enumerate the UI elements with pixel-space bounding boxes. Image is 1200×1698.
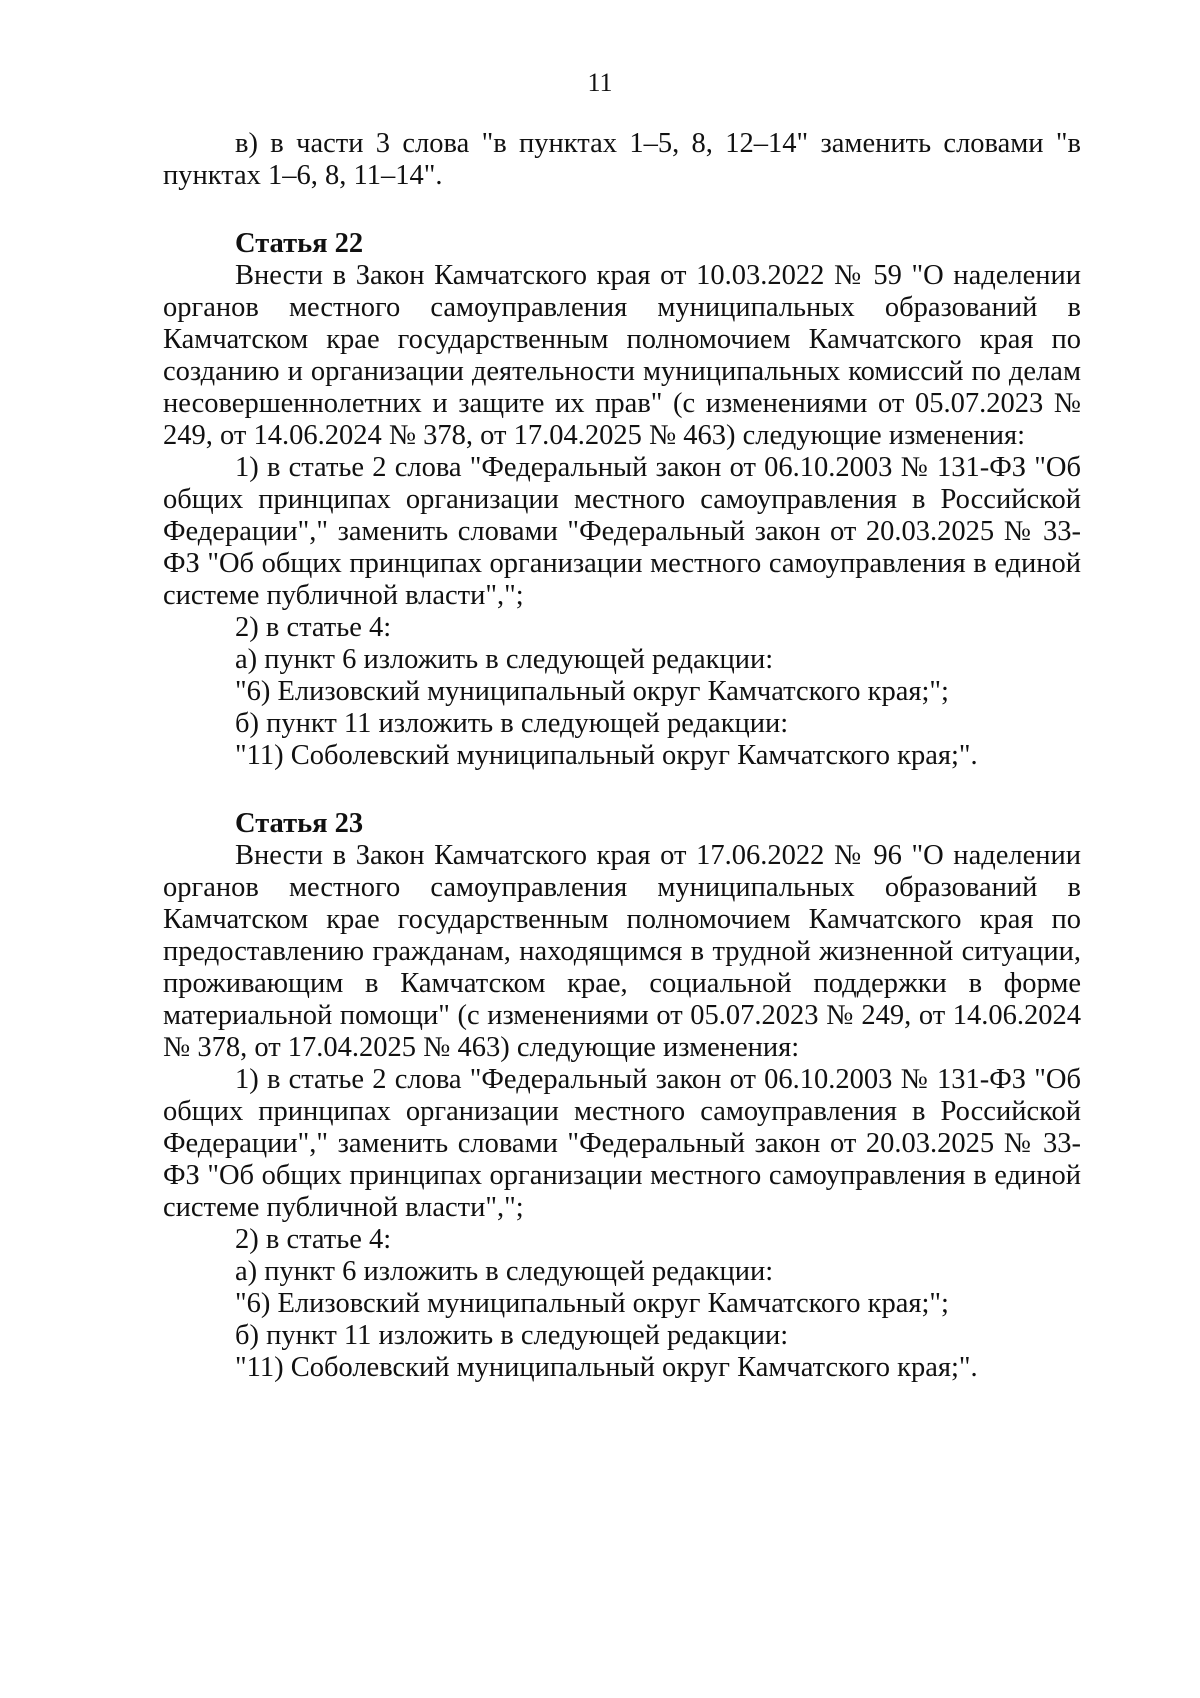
article-paragraph: "11) Соболевский муниципальный округ Камчатского края;". xyxy=(235,740,978,771)
article-paragraph: б) пункт 11 изложить в следующей редакции: xyxy=(235,1320,789,1351)
article-paragraph: а) пункт 6 изложить в следующей редакции: xyxy=(235,644,774,675)
article-paragraph: 2) в статье 4: xyxy=(235,612,392,643)
article-paragraph: Внести в Закон Камчатского края от 10.03.2022 № 59 "О наделении органов местного самоуправления муниципальных образований в Камчатском крае государственным полномочием Камчатского края по созданию и организации деятельности муниципальных комиссий по делам несовершеннолетних и защите их прав" (с изменениями от 05.07.2023 № 249, от 14.06.2024 № 378, от 17.04.2025 № 463) следующие изменения: xyxy=(163,260,1081,451)
article-heading: Статья 23 xyxy=(235,808,364,839)
article-23 xyxy=(163,808,1081,1384)
article-paragraph: б) пункт 11 изложить в следующей редакции: xyxy=(235,708,789,739)
article-paragraph: а) пункт 6 изложить в следующей редакции: xyxy=(235,1256,774,1287)
article-paragraph: 2) в статье 4: xyxy=(235,1224,392,1255)
article-paragraph: Внести в Закон Камчатского края от 17.06.2022 № 96 "О наделении органов местного самоуправления муниципальных образований в Камчатском крае государственным полномочием Камчатского края по предоставлению гражданам, находящимся в трудной жизненной ситуации, проживающим в Камчатском крае, социальной поддержки в форме материальной помощи" (с изменениями от 05.07.2023 № 249, от 14.06.2024 № 378, от 17.04.2025 № 463) следующие изменения: xyxy=(163,840,1081,1063)
article-22 xyxy=(163,228,1081,772)
page-number: 11 xyxy=(587,68,613,97)
article-paragraph: "6) Елизовский муниципальный округ Камчатского края;"; xyxy=(235,676,949,707)
document-body xyxy=(163,128,1081,1384)
article-paragraph: "11) Соболевский муниципальный округ Камчатского края;". xyxy=(235,1352,978,1383)
article-paragraph: 1) в статье 2 слова "Федеральный закон от 06.10.2003 № 131-ФЗ "Об общих принципах организации местного самоуправления в Российской Федерации"," заменить словами "Федеральный закон от 20.03.2025 № 33-ФЗ "Об общих принципах организации местного самоуправления в единой системе публичной власти","; xyxy=(163,452,1081,611)
article-heading: Статья 22 xyxy=(235,228,364,259)
article-paragraph: 1) в статье 2 слова "Федеральный закон от 06.10.2003 № 131-ФЗ "Об общих принципах организации местного самоуправления в Российской Федерации"," заменить словами "Федеральный закон от 20.03.2025 № 33-ФЗ "Об общих принципах организации местного самоуправления в единой системе публичной власти","; xyxy=(163,1064,1081,1223)
article-paragraph: "6) Елизовский муниципальный округ Камчатского края;"; xyxy=(235,1288,949,1319)
paragraph-intro: в) в части 3 слова "в пунктах 1–5, 8, 12–14" заменить словами "в пунктах 1–6, 8, 11–14". xyxy=(163,128,1081,191)
